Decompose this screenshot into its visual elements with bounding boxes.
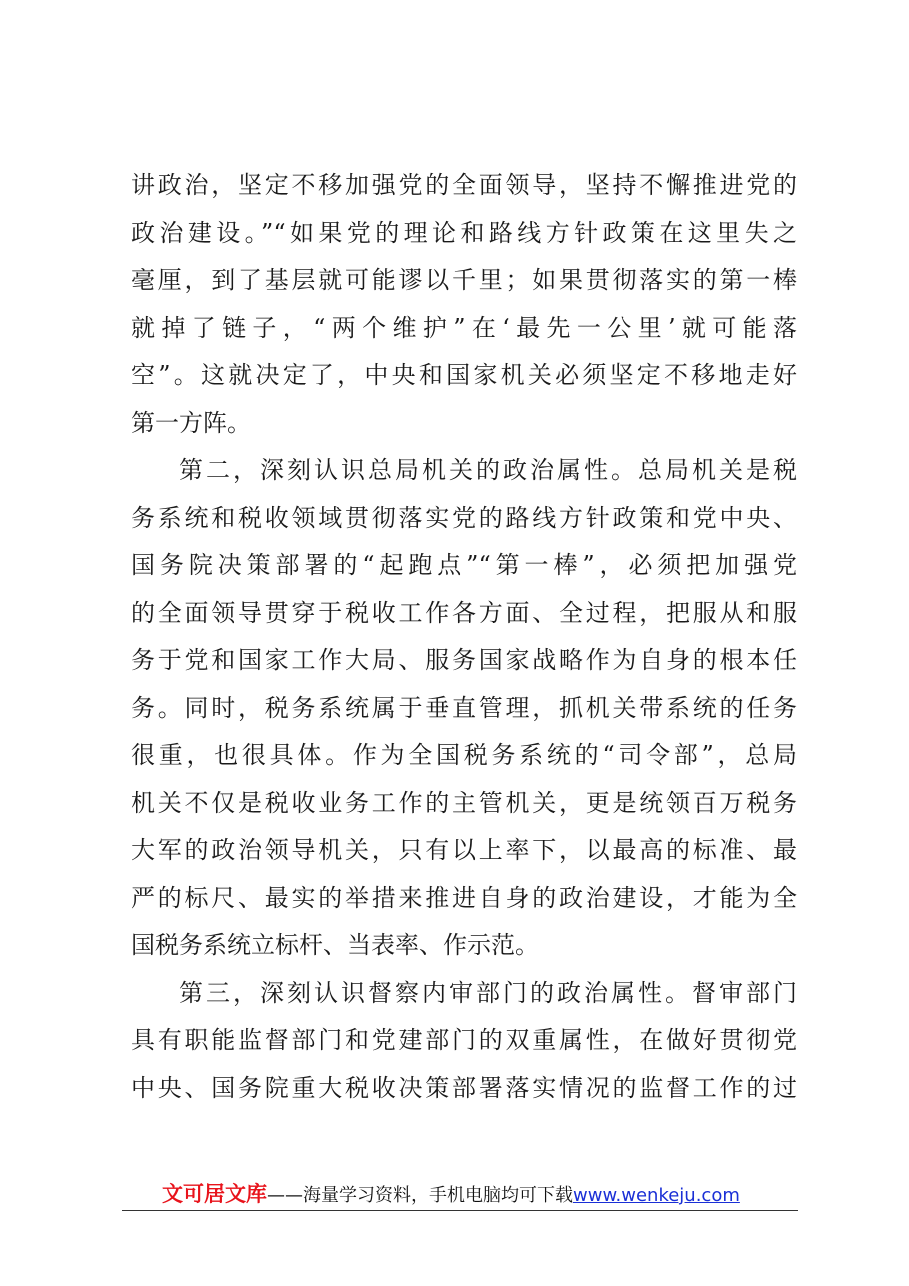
text-line: 讲政治，坚定不移加强党的全面领导，坚持不懈推进党的 [131,171,797,199]
paragraph-1 [131,162,797,447]
text-line: 国务院决策部署的“起跑点”“第一棒”，必须把加强党 [131,551,797,579]
text-line: 第二，深刻认识总局机关的政治属性。总局机关是税 [179,456,797,484]
text-line: 第三，深刻认识督察内审部门的政治属性。督审部门 [179,978,797,1007]
footer-brand: 文可居文库 [162,1182,267,1206]
footer-tagline: ——海量学习资料，手机电脑均可下载 [267,1185,573,1206]
text-line: 空”。这就决定了，中央和国家机关必须坚定不移地走好 [131,361,797,389]
text-line: 中央、国务院重大税收决策部署落实情况的监督工作的过 [131,1073,797,1102]
text-line: 务系统和税收领域贯彻落实党的路线方针政策和党中央、 [131,503,797,532]
text-line: 机关不仅是税收业务工作的主管机关，更是统领百万税务 [131,788,797,817]
text-line: 很重，也很具体。作为全国税务系统的“司令部”，总局 [131,741,797,769]
footer-line [162,1182,740,1208]
page-footer [122,1178,798,1218]
text-line: 务于党和国家工作大局、服务国家战略作为自身的根本任 [131,646,797,674]
text-line: 严的标尺、最实的举措来推进自身的政治建设，才能为全 [131,883,797,912]
text-line: 的全面领导贯穿于税收工作各方面、全过程，把服从和服 [131,598,797,627]
text-line: 政治建设。”“如果党的理论和路线方针政策在这里失之 [131,218,797,247]
text-line: 具有职能监督部门和党建部门的双重属性，在做好贯彻党 [131,1026,797,1054]
text-line: 大军的政治领导机关，只有以上率下，以最高的标准、最 [131,836,797,864]
text-line: 毫厘，到了基层就可能谬以千里；如果贯彻落实的第一棒 [131,266,797,294]
paragraph-3 [131,970,797,1113]
text-line: 国税务系统立标杆、当表率、作示范。 [131,931,539,959]
paragraph-2 [131,447,797,970]
footer-divider [122,1210,798,1211]
text-line: 第一方阵。 [131,408,251,437]
text-line: 就掉了链子，“两个维护”在‘最先一公里’就可能落 [131,313,797,342]
footer-url-link[interactable]: www.wenkeju.com [573,1185,740,1206]
text-line: 务。同时，税务系统属于垂直管理，抓机关带系统的任务 [131,693,797,722]
body-text [131,162,797,1112]
